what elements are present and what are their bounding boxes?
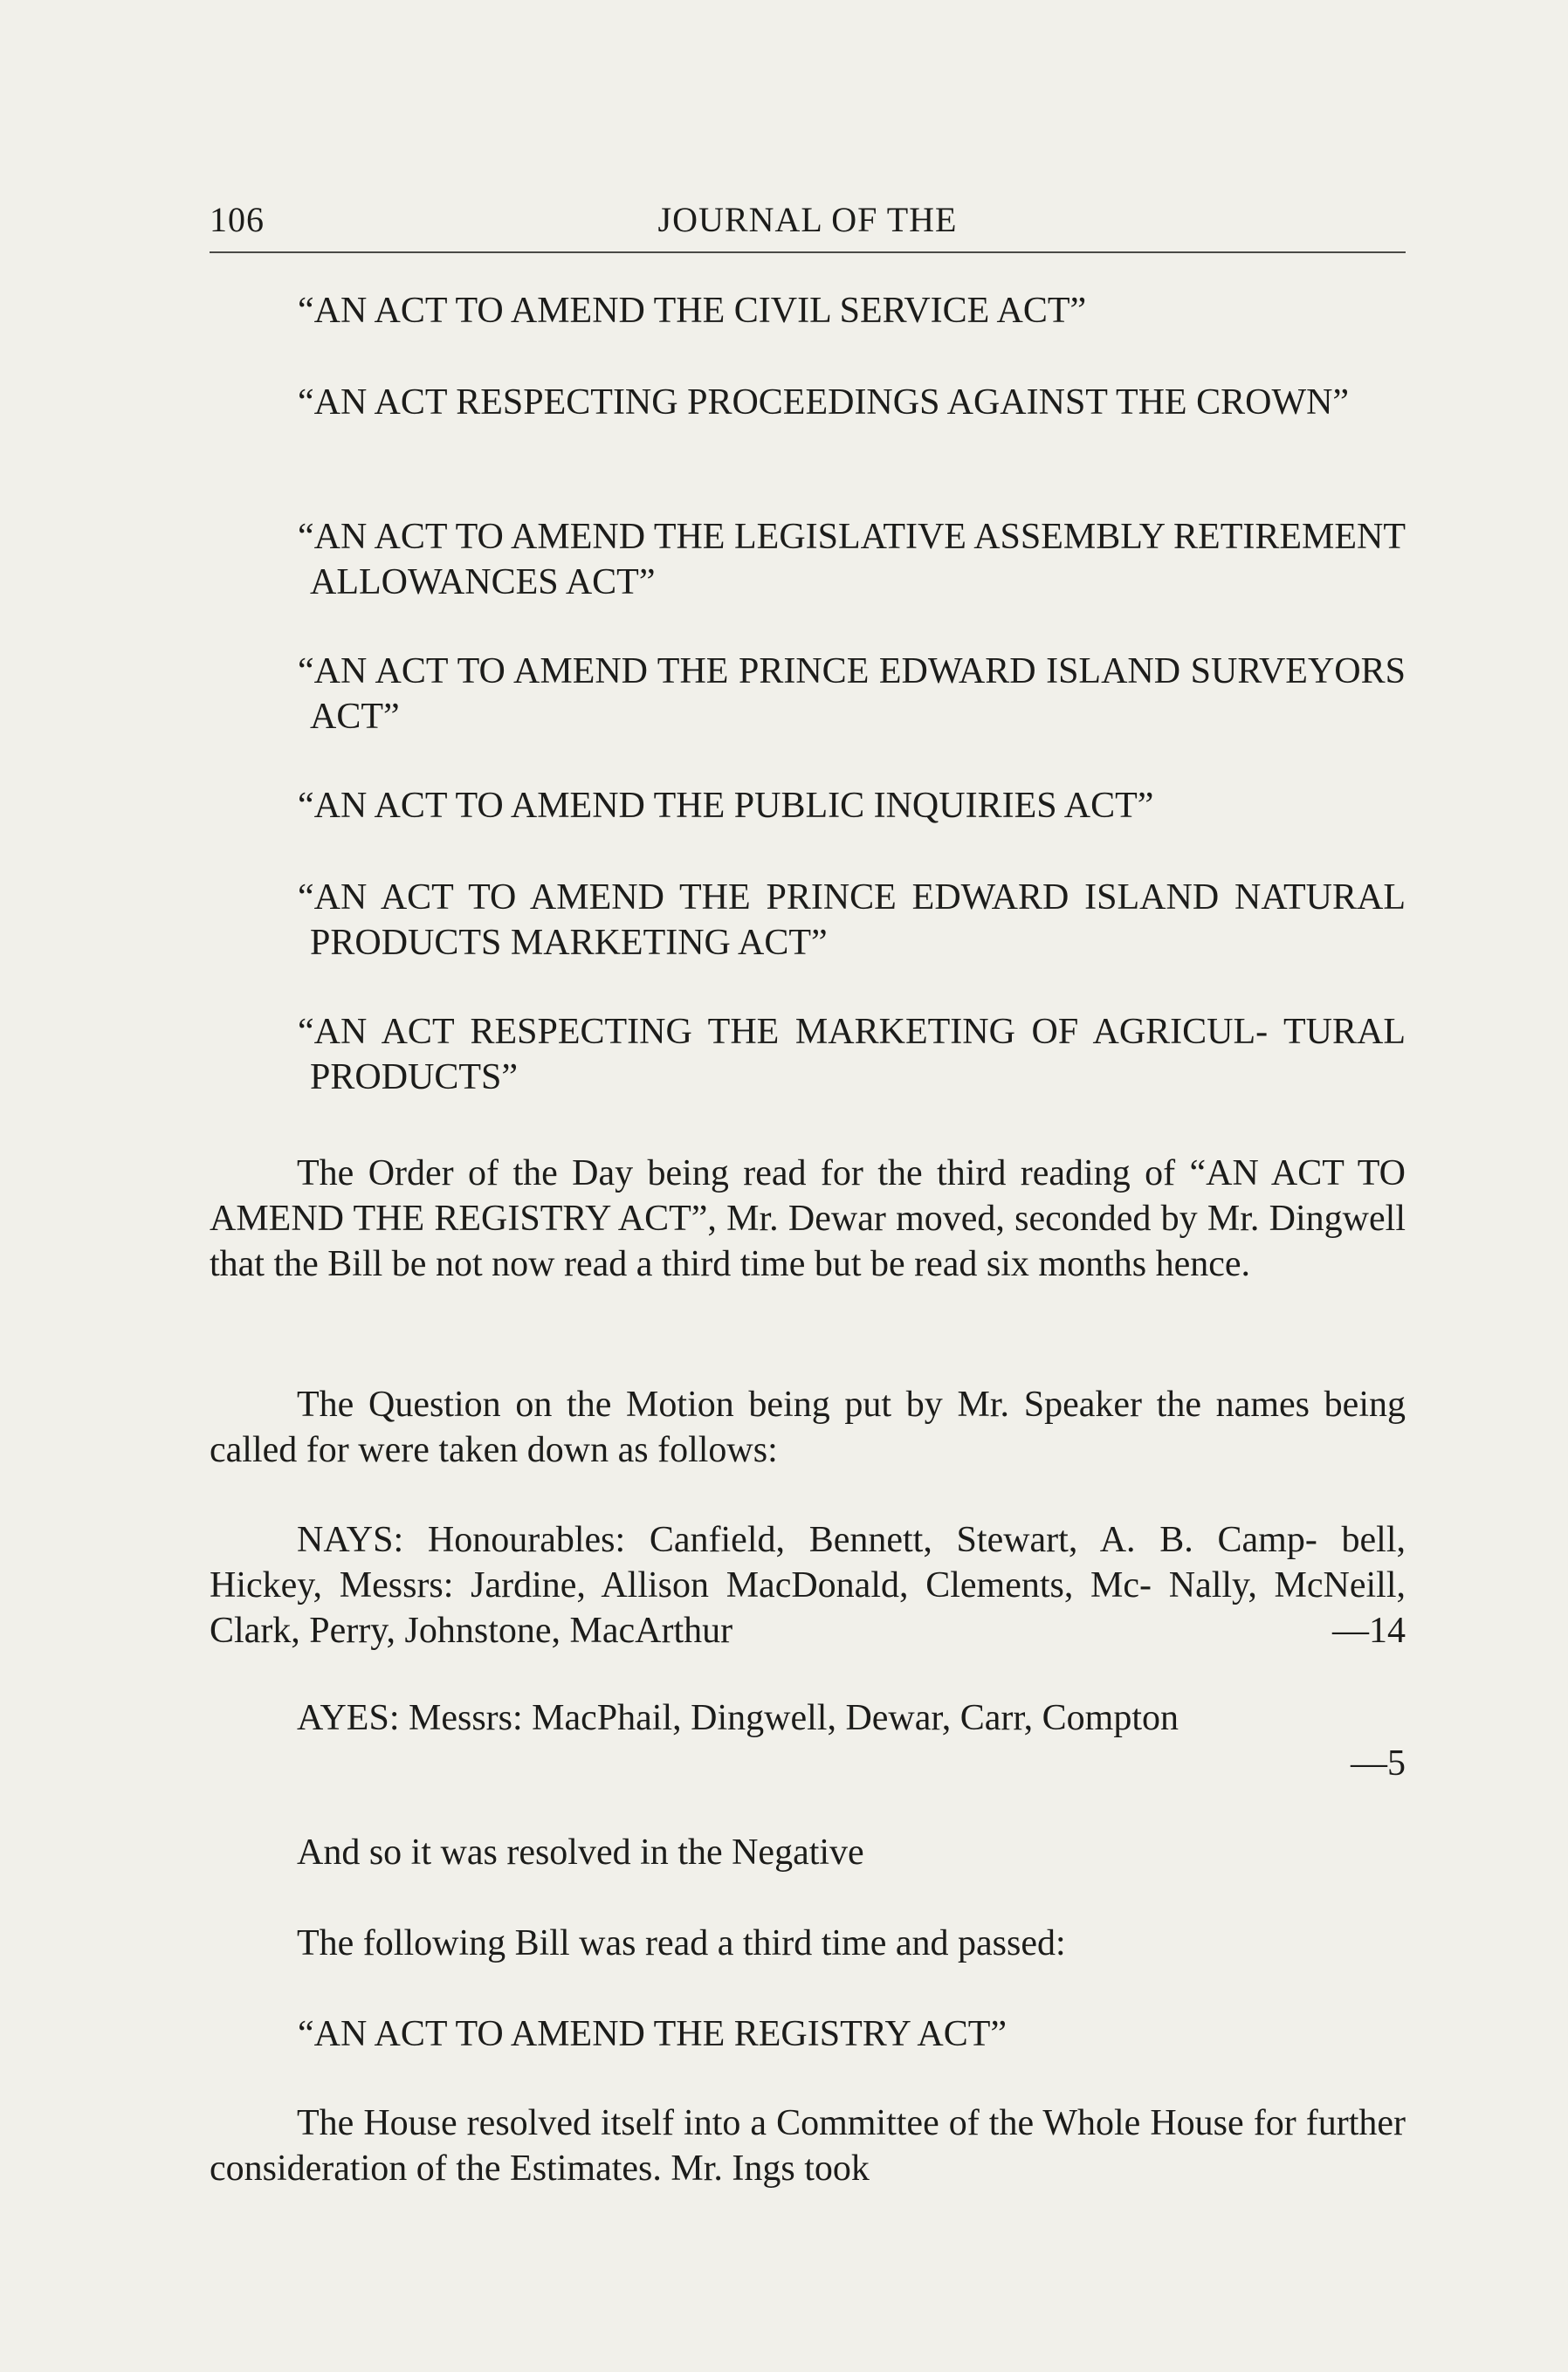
- bill-title-agricultural-products: “AN ACT RESPECTING THE MARKETING OF AGRICUL- TURAL PRODUCTS”: [298, 1012, 1406, 1097]
- page-number: 106: [210, 200, 265, 239]
- bill-title-natural-products: “AN ACT TO AMEND THE PRINCE EDWARD ISLAND NATURAL PRODUCTS MARKETING ACT”: [298, 877, 1406, 963]
- bill-title-public-inquiries: “AN ACT TO AMEND THE PUBLIC INQUIRIES ACT”: [298, 786, 1154, 826]
- page-header: [210, 199, 1406, 253]
- ayes-text: AYES: Messrs: MacPhail, Dingwell, Dewar, Carr, Compton: [297, 1698, 1179, 1738]
- resolved-line: And so it was resolved in the Negative: [297, 1832, 864, 1873]
- registry-bill-title: “AN ACT TO AMEND THE REGISTRY ACT”: [298, 2014, 1008, 2054]
- committee-paragraph: The House resolved itself into a Committee of the Whole House for further consideration of the Estimates. Mr. Ings took: [210, 2103, 1406, 2189]
- nays-count: —14: [1332, 1611, 1406, 1651]
- bill-title-proceedings-crown: “AN ACT RESPECTING PROCEEDINGS AGAINST THE CROWN”: [298, 382, 1350, 423]
- bill-title-legislative-assembly: “AN ACT TO AMEND THE LEGISLATIVE ASSEMBLY RETIREMENT ALLOWANCES ACT”: [298, 517, 1406, 602]
- ayes-paragraph: [210, 1695, 1406, 1786]
- running-head: JOURNAL OF THE: [657, 200, 958, 239]
- nays-text: NAYS: Honourables: Canfield, Bennett, Stewart, A. B. Camp- bell, Hickey, Messrs: Jardine, Allison MacDonald, Clements, Mc- Nally, McNeill, Clark, Perry, Johnstone, MacArthur: [210, 1520, 1406, 1651]
- nays-paragraph: [210, 1517, 1406, 1654]
- ayes-count: —5: [1351, 1743, 1406, 1784]
- question-paragraph: The Question on the Motion being put by Mr. Speaker the names being called for were taken down as follows:: [210, 1385, 1406, 1470]
- following-bill-line: The following Bill was read a third time and passed:: [297, 1923, 1066, 1963]
- order-of-day-paragraph: The Order of the Day being read for the third reading of “AN ACT TO AMEND THE REGISTRY ACT”, Mr. Dewar moved, seconded by Mr. Dingwell that the Bill be not now read a third time but be read six months hence.: [210, 1153, 1406, 1284]
- bill-title-surveyors: “AN ACT TO AMEND THE PRINCE EDWARD ISLAND SURVEYORS ACT”: [298, 651, 1406, 737]
- bill-title-civil-service: “AN ACT TO AMEND THE CIVIL SERVICE ACT”: [298, 291, 1087, 331]
